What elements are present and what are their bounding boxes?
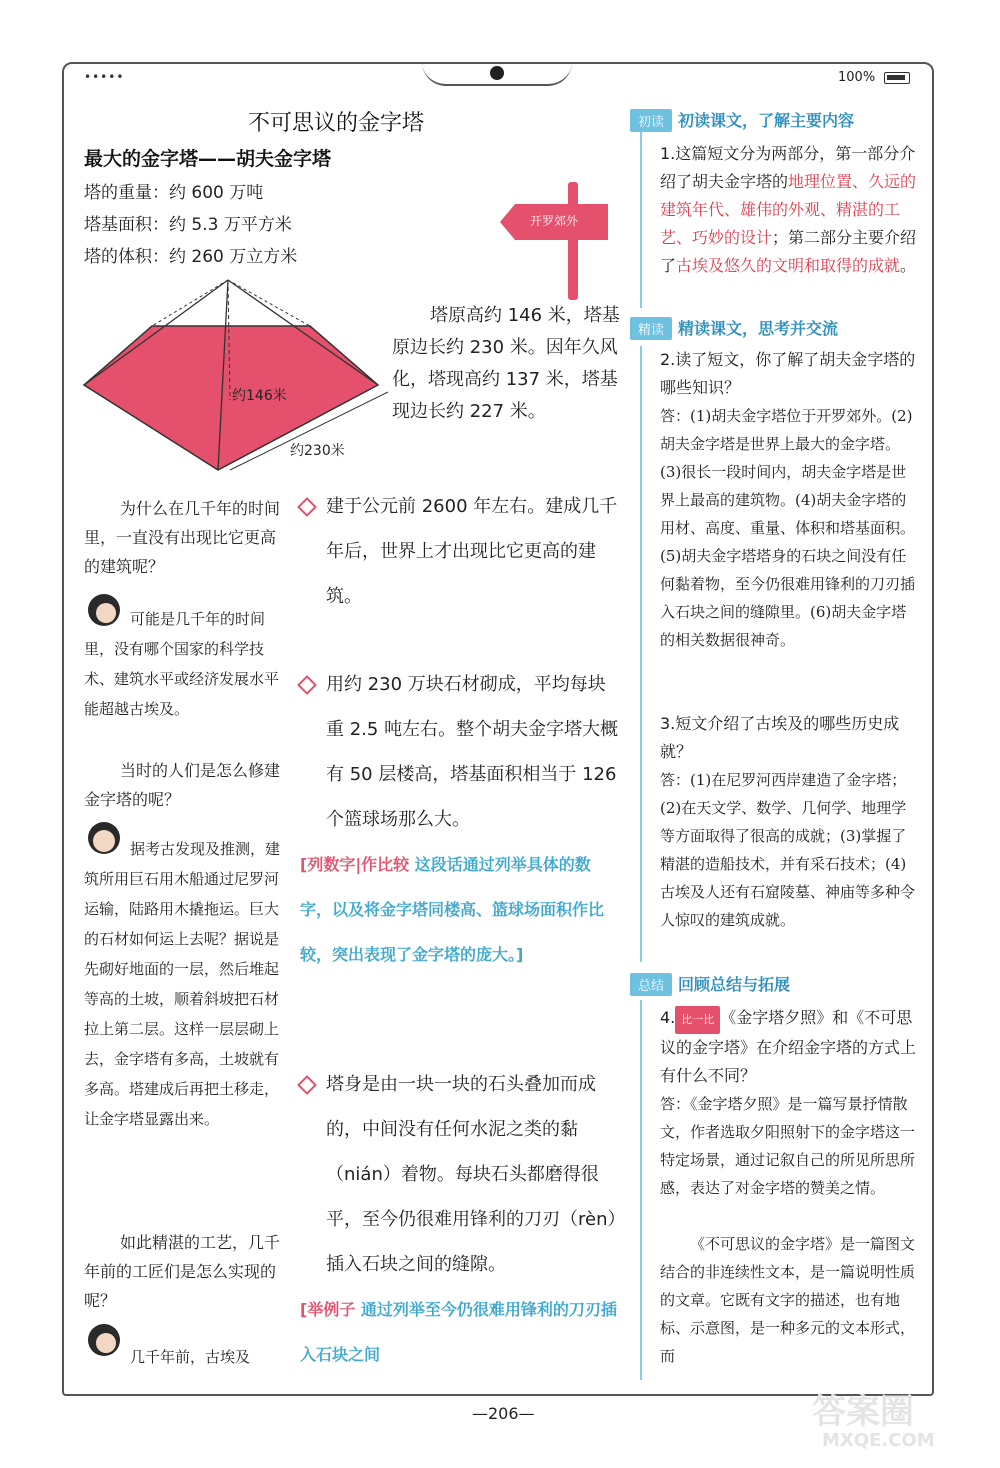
- battery-icon: [884, 72, 910, 84]
- q4-number: 4.: [660, 1008, 676, 1027]
- section-title: 回顾总结与拓展: [678, 975, 791, 994]
- fact-2-note-tag: [列数字|作比较: [300, 855, 410, 874]
- battery-percent: 100%: [838, 70, 876, 85]
- fact-1-text: 建于公元前 2600 年左右。建成几千年后，世界上才出现比它更高的建筑。: [326, 496, 618, 607]
- stat-volume: 塔的体积：约 260 万立方米: [84, 247, 298, 267]
- signpost-label: 开罗郊外: [530, 214, 579, 228]
- section-first-reading: [630, 108, 920, 132]
- sidebar-answer-2: 答：(1)胡夫金字塔位于开罗郊外。(2)胡夫金字塔是世界上最大的金字塔。(3)很长一段时间内，胡夫金字塔是世界上最高的建筑物。(4)胡夫金字塔的用材、高度、重量、体积和塔基面积。(5)胡夫金字塔塔身的石块之间没有任何黏着物，至今仍很难用锋利的刀刃插入石块之间的缝隙里。(6)胡夫金字塔的相关数据很神奇。: [660, 407, 916, 649]
- section-divider: [640, 346, 642, 962]
- sidebar-question-4: [660, 1004, 918, 1090]
- pyramid-dimensions-text: 塔原高约 146 米，塔基原边长约 230 米。因年久风化，塔现高约 137 米，塔基现边长约 227 米。: [392, 305, 620, 422]
- section-badge: 精读: [630, 317, 672, 340]
- watermark-logo: 答案圈: [812, 1392, 914, 1432]
- q4-text: 《金字塔夕照》和《不可思议的金字塔》在介绍金字塔的方式上有什么不同？: [660, 1008, 917, 1085]
- q1-text: 1.这篇短文分为两部分，第一部分介绍了胡夫金字塔的: [660, 144, 916, 191]
- pyramid-width-label: 约230米: [290, 443, 345, 459]
- page-number: —206—: [472, 1404, 535, 1423]
- section-divider: [640, 132, 642, 308]
- article-subtitle: 最大的金字塔——胡夫金字塔: [84, 148, 332, 170]
- sidebar-question-1: [660, 140, 918, 280]
- compare-tag: 比一比: [675, 1006, 720, 1034]
- q1-answer-1: 地理位置、久远的建筑年代、雄伟的外观、精湛的工艺、巧妙的设计: [660, 172, 917, 247]
- watermark-url: MXQE.COM: [822, 1430, 935, 1451]
- fact-3-note-text: 通过列举至今仍很难用锋利的刀刃插入石块之间: [300, 1300, 617, 1364]
- sidebar-question-3: 3.短文介绍了古埃及的哪些历史成就？: [660, 714, 900, 761]
- fact-3-text: 塔身是由一块一块的石头叠加而成的，中间没有任何水泥之类的黏（nián）着物。每块石头都磨得很平，至今仍很难用锋利的刀刃（rèn）插入石块之间的缝隙。: [326, 1074, 617, 1275]
- section-badge: 总结: [630, 973, 672, 996]
- fact-3-note-tag: [举例子: [300, 1300, 356, 1319]
- fact-2: [300, 662, 622, 977]
- camera-icon: [490, 66, 504, 80]
- section-badge: 初读: [630, 109, 672, 132]
- fact-2-note-text: 这段话通过列举具体的数字，以及将金字塔同楼高、篮球场面积作比较，突出表现了金字塔的庞大。]: [300, 855, 605, 964]
- question-1: 为什么在几千年的时间里，一直没有出现比它更高的建筑呢？: [84, 499, 281, 576]
- section-summary: [630, 972, 920, 996]
- fact-3-note: [300, 1287, 622, 1377]
- q1-answer-2: 古埃及悠久的文明和取得的成就: [676, 256, 901, 275]
- fact-3: [300, 1062, 622, 1377]
- q1-text-end: 。: [900, 256, 917, 275]
- fact-2-note: [300, 842, 622, 977]
- stat-weight: 塔的重量：约 600 万吨: [84, 183, 264, 203]
- sidebar-answer-4: 答：《金字塔夕照》是一篇写景抒情散文，作者选取夕阳照射下的金字塔这一特定场景，通过记叙自己的所见所思所感，表达了对金字塔的赞美之情。: [660, 1095, 916, 1197]
- answer-2: 据考古发现及推测，建筑所用巨石用木船通过尼罗河运输，陆路用木撬拖运。巨大的石材如何运上去呢？据说是先砌好地面的一层，然后堆起等高的土坡，顺着斜坡把石材拉上第二层。这样一层层砌上去，金字塔有多高，土坡就有多高。塔建成后再把土移走，让金字塔显露出来。: [84, 840, 281, 1128]
- fact-2-text: 用约 230 万块石材砌成，平均每块重 2.5 吨左右。整个胡夫金字塔大概有 50 层楼高，塔基面积相当于 126 个篮球场那么大。: [326, 674, 619, 830]
- pyramid-diagram: [80, 270, 400, 490]
- status-bar: [62, 62, 934, 92]
- section-divider: [640, 1000, 642, 1380]
- signpost-pole: [568, 182, 578, 300]
- pyramid-height-label: 约146米: [232, 388, 287, 404]
- signal-icon: •••••: [84, 70, 125, 84]
- answer-3: 几千年前，古埃及: [130, 1348, 251, 1366]
- question-3: 如此精湛的工艺，几千年前的工匠们是怎么实现的呢？: [84, 1233, 281, 1310]
- section-title: 初读课文，了解主要内容: [678, 111, 855, 130]
- stat-base-area: 塔基面积：约 5.3 万平方米: [84, 215, 292, 235]
- question-2: 当时的人们是怎么修建金字塔的呢？: [84, 761, 281, 809]
- sidebar-question-2: 2.读了短文，你了解了胡夫金字塔的哪些知识？: [660, 350, 916, 397]
- section-close-reading: [630, 316, 920, 340]
- sidebar-answer-3: 答：(1)在尼罗河西岸建造了金字塔；(2)在天文学、数学、几何学、地理学等方面取得了很高的成就；(3)掌握了精湛的造船技术，并有采石技术；(4)古埃及人还有石窟陵墓、神庙等多种令人惊叹的建筑成就。: [660, 771, 916, 929]
- answer-1: 可能是几千年的时间里，没有哪个国家的科学技术、建筑水平或经济发展水平能超越古埃及。: [84, 610, 280, 718]
- q1-text-mid: ；第二部分主要介绍了: [660, 228, 917, 275]
- fact-1: [300, 484, 622, 619]
- section-title: 精读课文，思考并交流: [678, 319, 839, 338]
- sidebar-answer-4b: 《不可思议的金字塔》是一篇图文结合的非连续性文本，是一篇说明性质的文章。它既有文字的描述，也有地标、示意图，是一种多元的文本形式，而: [660, 1235, 916, 1365]
- article-title: 不可思议的金字塔: [248, 111, 425, 136]
